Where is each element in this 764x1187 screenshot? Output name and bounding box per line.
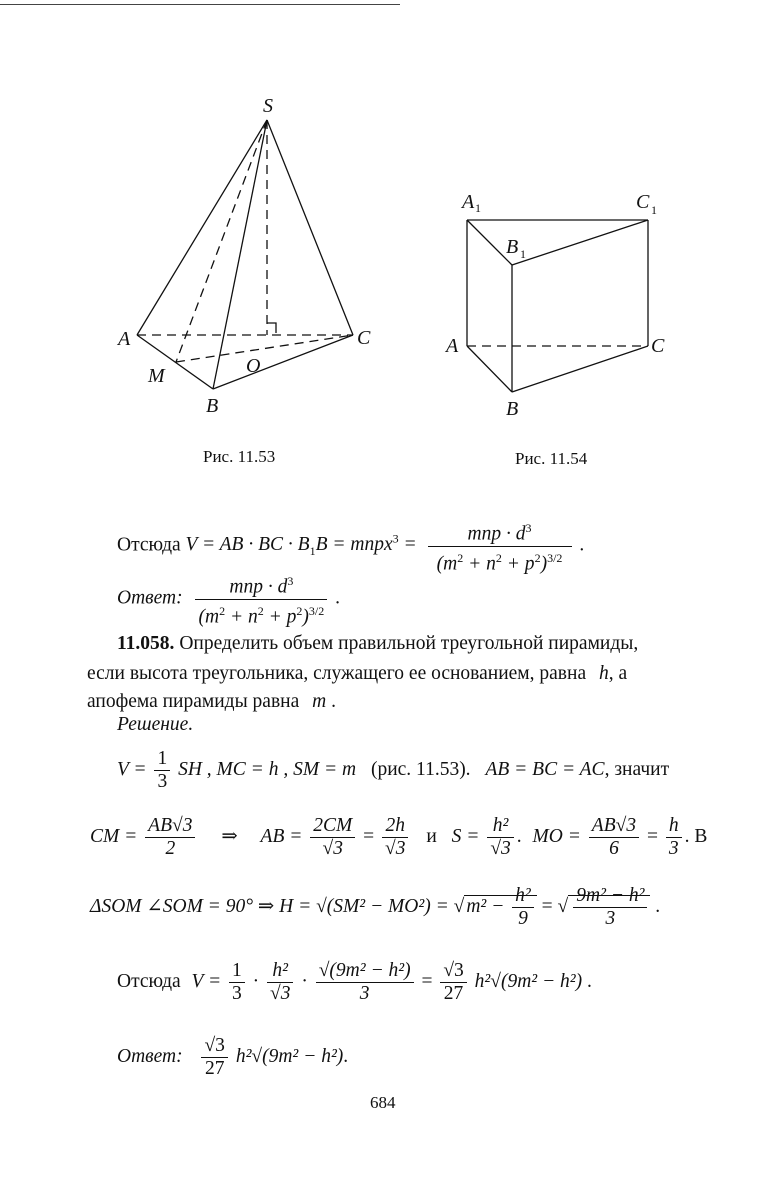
edge-SC — [267, 120, 353, 335]
edge-B1C1 — [512, 220, 648, 265]
edge-BC — [512, 346, 648, 392]
label-O: O — [246, 355, 261, 377]
word-otsyuda: Отсюда — [117, 534, 181, 556]
label-B: B — [206, 395, 219, 417]
volume-formula-2: Отсюда V = $\frac{1}{3}$ · $\frac{\text{h²}}{√3}$ · $\frac{\text{√(9m² − h²)}}{3}$ = $\frac{√3}{27}$ h²√(9m² − h²) . — [117, 960, 592, 1004]
label-A1-sub: 1 — [475, 201, 481, 215]
caption-fig-11-53: Рис. 11.53 — [203, 447, 276, 466]
median-MC — [176, 335, 353, 362]
problem-number: 11.058. — [117, 633, 175, 654]
label-M: M — [148, 365, 165, 387]
label-B1-sub: 1 — [520, 247, 526, 261]
label-B: B — [506, 398, 519, 420]
answer-1: Ответ: $\frac{mnp \cdot d^3}{(m^2 + n^2 + p^2)^{3/2}}$ . — [117, 570, 340, 628]
label-C1: C — [636, 191, 650, 213]
volume-formula-1: Отсюда V = AB · BC · $B_1B$ = mnpx$^3$ = $\frac{mnp \cdot d^3}{(m^2 + n^2 + p^2)^{3/2}}$ . — [117, 517, 584, 575]
edge-SA — [137, 120, 267, 335]
label-C1-sub: 1 — [651, 203, 657, 217]
label-C: C — [651, 335, 665, 357]
label-B1: B — [506, 236, 519, 258]
label-A: A — [118, 328, 131, 350]
problem-statement: 11.058. Определить объем правильной треугольной пирамиды, — [117, 633, 639, 654]
caption-fig-11-54: Рис. 11.54 — [515, 449, 588, 468]
apothem-SM — [176, 120, 267, 362]
answer-fraction: $\frac{mnp \cdot d^3}{(m^2 + n^2 + p^2)^{3/2}}$ — [195, 570, 327, 628]
edge-AB — [467, 346, 512, 392]
top-rule — [0, 4, 400, 5]
som-height-line: ΔSOM ∠SOM = 90° ⇒ H = √(SM² − MO²) = √ m² − $\frac{\text{h²}}{9}$ = √ $\frac{\text{9m² − h²}}{3}$ . — [90, 885, 661, 929]
edge-BC — [213, 335, 353, 389]
cm-ab-s-mo-line: CM = $\frac{AB√3}{2}$ ⇒ AB = $\frac{2CM}{√3}$ = $\frac{2h}{√3}$ и S = $\frac{\text{h²}}{√3}$ . MO = $\frac{AB√3}{6}$ = $\frac{h}{3}$ . В — [90, 815, 708, 859]
solution-heading: Решение. — [117, 714, 194, 735]
page-number: 684 — [370, 1093, 396, 1112]
fraction: $\frac{mnp \cdot d^3}{(m^2 + n^2 + p^2)^{3/2}}$ — [428, 517, 572, 575]
prism-figure — [440, 180, 680, 420]
answer-2: Ответ: $\frac{√3}{27}$ h²√(9m² − h²). — [117, 1035, 349, 1079]
problem-line-2: если высота треугольника, служащего ее основанием, равна h, а — [87, 663, 628, 684]
label-S: S — [263, 95, 273, 117]
problem-line-3: апофема пирамиды равна m . — [87, 691, 336, 712]
label-A: A — [446, 335, 459, 357]
volume-definition-line: V = $\frac{1}{3}$ SH , MC = h , SM = m (рис. 11.53). AB = BC = AC, значит — [117, 748, 670, 792]
label-A1: A — [462, 191, 475, 213]
label-C: C — [357, 327, 371, 349]
word-otvet: Ответ: — [117, 587, 183, 609]
pyramid-figure — [100, 90, 390, 420]
edge-SB — [213, 120, 267, 389]
